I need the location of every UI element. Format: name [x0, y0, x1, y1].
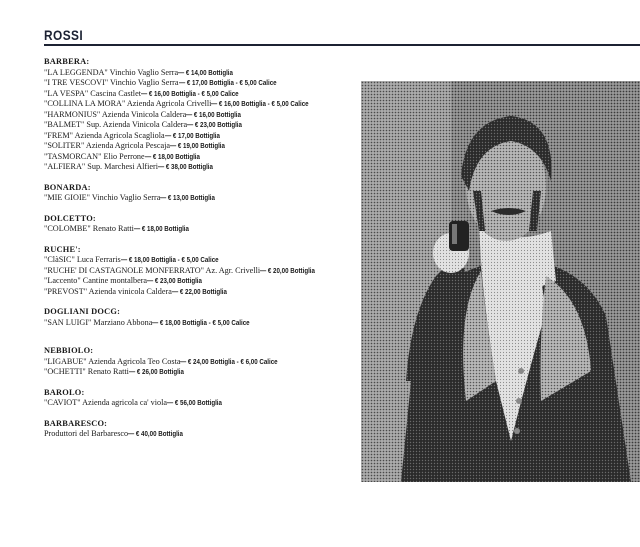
list-item: [44, 68, 364, 79]
section-barbera: [44, 57, 364, 173]
halftone-portrait-illustration: [361, 81, 640, 482]
wine-price: — € 18,00 Bottiglia - € 5,00 Calice: [152, 317, 250, 327]
section-title: BAROLO:: [44, 387, 85, 397]
wine-price: — € 38,00 Bottiglia: [158, 162, 214, 171]
list-item: [44, 110, 364, 121]
wine-price: — € 40,00 Bottiglia: [128, 429, 184, 438]
section-title: DOGLIANI DOCG:: [44, 307, 121, 316]
section-title: BARBARESCO:: [44, 418, 108, 428]
wine-price: — € 18,00 Bottiglia - € 5,00 Calice: [120, 255, 219, 264]
wine-name: "LA VESPA" Cascina Castlet: [44, 88, 141, 98]
wine-name: "MIE GIOIE" Vinchio Vaglio Serra: [44, 193, 161, 202]
wine-price: — € 17,00 Bottiglia - € 5,00 Calice: [178, 78, 277, 87]
wine-price: — € 23,00 Bottiglia: [187, 120, 243, 129]
wine-name: "COLLINA LA MORA" Azienda Agricola Crivelli: [44, 99, 212, 108]
list-item: [44, 318, 364, 329]
section-title: RUCHE':: [44, 244, 81, 254]
list-item: [44, 255, 364, 266]
wine-name: "TASMORCAN" Elio Perrone: [44, 151, 145, 161]
wine-name: "Laccento" Cantine montalbera: [44, 276, 148, 285]
wine-price: — € 24,00 Bottiglia - € 6,00 Calice: [180, 356, 279, 366]
wine-list: [44, 57, 364, 450]
page-title: ROSSI: [44, 27, 84, 43]
list-item: [44, 224, 364, 235]
wine-price: — € 16,00 Bottiglia: [186, 109, 242, 119]
wine-name: "LA LEGGENDA" Vinchio Vaglio Serra: [44, 67, 179, 77]
wine-price: — € 17,00 Bottiglia: [164, 130, 220, 140]
section-barolo: [44, 388, 364, 409]
wine-price: — € 19,00 Bottiglia: [170, 141, 226, 150]
section-nebbiolo: [44, 346, 364, 378]
wine-price: — € 56,00 Bottiglia: [167, 398, 223, 407]
page-header: [44, 27, 90, 45]
list-item: [44, 78, 364, 89]
wine-name: "I TRE VESCOVI" Vinchio Vaglio Serra: [44, 78, 179, 87]
list-item: [44, 266, 364, 277]
wine-name: "ClàSIC" Luca Ferraris: [44, 255, 121, 264]
wine-name: Produttori del Barbaresco: [44, 429, 129, 438]
wine-price: — € 13,00 Bottiglia: [160, 193, 216, 202]
section-title: DOLCETTO:: [44, 213, 96, 223]
wine-price: — € 18,00 Bottiglia: [144, 151, 200, 161]
list-item: [44, 429, 364, 440]
wine-price: — € 22,00 Bottiglia: [171, 286, 227, 296]
list-item: [44, 120, 364, 131]
list-item: [44, 287, 364, 298]
list-item: [44, 131, 364, 142]
list-item: [44, 162, 364, 173]
list-item: [44, 89, 364, 100]
section-title: NEBBIOLO:: [44, 346, 94, 355]
section-ruche: [44, 245, 364, 298]
wine-price: — € 16,00 Bottiglia - € 5,00 Calice: [140, 88, 239, 98]
list-item: [44, 141, 364, 152]
portrait-photo: [361, 81, 640, 482]
section-title: BARBERA:: [44, 57, 90, 66]
list-item: [44, 152, 364, 163]
section-barbaresco: [44, 419, 364, 440]
wine-price: — € 20,00 Bottiglia: [260, 265, 316, 275]
wine-price: — € 26,00 Bottiglia: [128, 367, 184, 376]
wine-name: "LIGABUE" Azienda Agricola Teo Costa: [44, 356, 181, 366]
wine-name: "FREM" Azienda Agricola Scagliola: [44, 130, 165, 140]
wine-price: — € 14,00 Bottiglia: [178, 67, 234, 77]
wine-name: "CAVIOT" Azienda agricola ca' viola: [44, 398, 168, 407]
wine-price: — € 23,00 Bottiglia: [147, 276, 203, 285]
wine-price: — € 18,00 Bottiglia: [133, 224, 189, 233]
section-title: BONARDA:: [44, 182, 91, 192]
section-bonarda: [44, 183, 364, 204]
header-divider: [44, 44, 640, 46]
wine-name: "RUCHE' DI CASTAGNOLE MONFERRATO" Az. Agr. Crivelli: [44, 265, 261, 275]
wine-name: "HARMONIUS" Azienda Vinicola Caldera: [44, 109, 187, 119]
wine-name: "ALFIERA" Sup. Marchesi Alfieri: [44, 162, 159, 171]
section-dogliani: [44, 307, 364, 328]
list-item: [44, 398, 364, 409]
wine-name: "SAN LUIGI" Marziano Abbona: [44, 317, 153, 327]
list-item: [44, 357, 364, 368]
wine-name: "OCHETTI" Renato Ratti: [44, 367, 129, 376]
wine-name: "PREVOST" Azienda vinicola Caldera: [44, 286, 172, 296]
wine-name: "BALMET" Sup. Azienda Vinicola Caldera: [44, 120, 188, 129]
list-item: [44, 367, 364, 378]
list-item: [44, 276, 364, 287]
wine-name: "SOLITER" Azienda Agricola Pescaja: [44, 141, 171, 150]
list-item: [44, 193, 364, 204]
wine-name: "COLOMBE" Renato Ratti: [44, 224, 134, 233]
section-dolcetto: [44, 214, 364, 235]
wine-price: — € 16,00 Bottiglia - € 5,00 Calice: [211, 99, 310, 108]
list-item: [44, 99, 364, 110]
